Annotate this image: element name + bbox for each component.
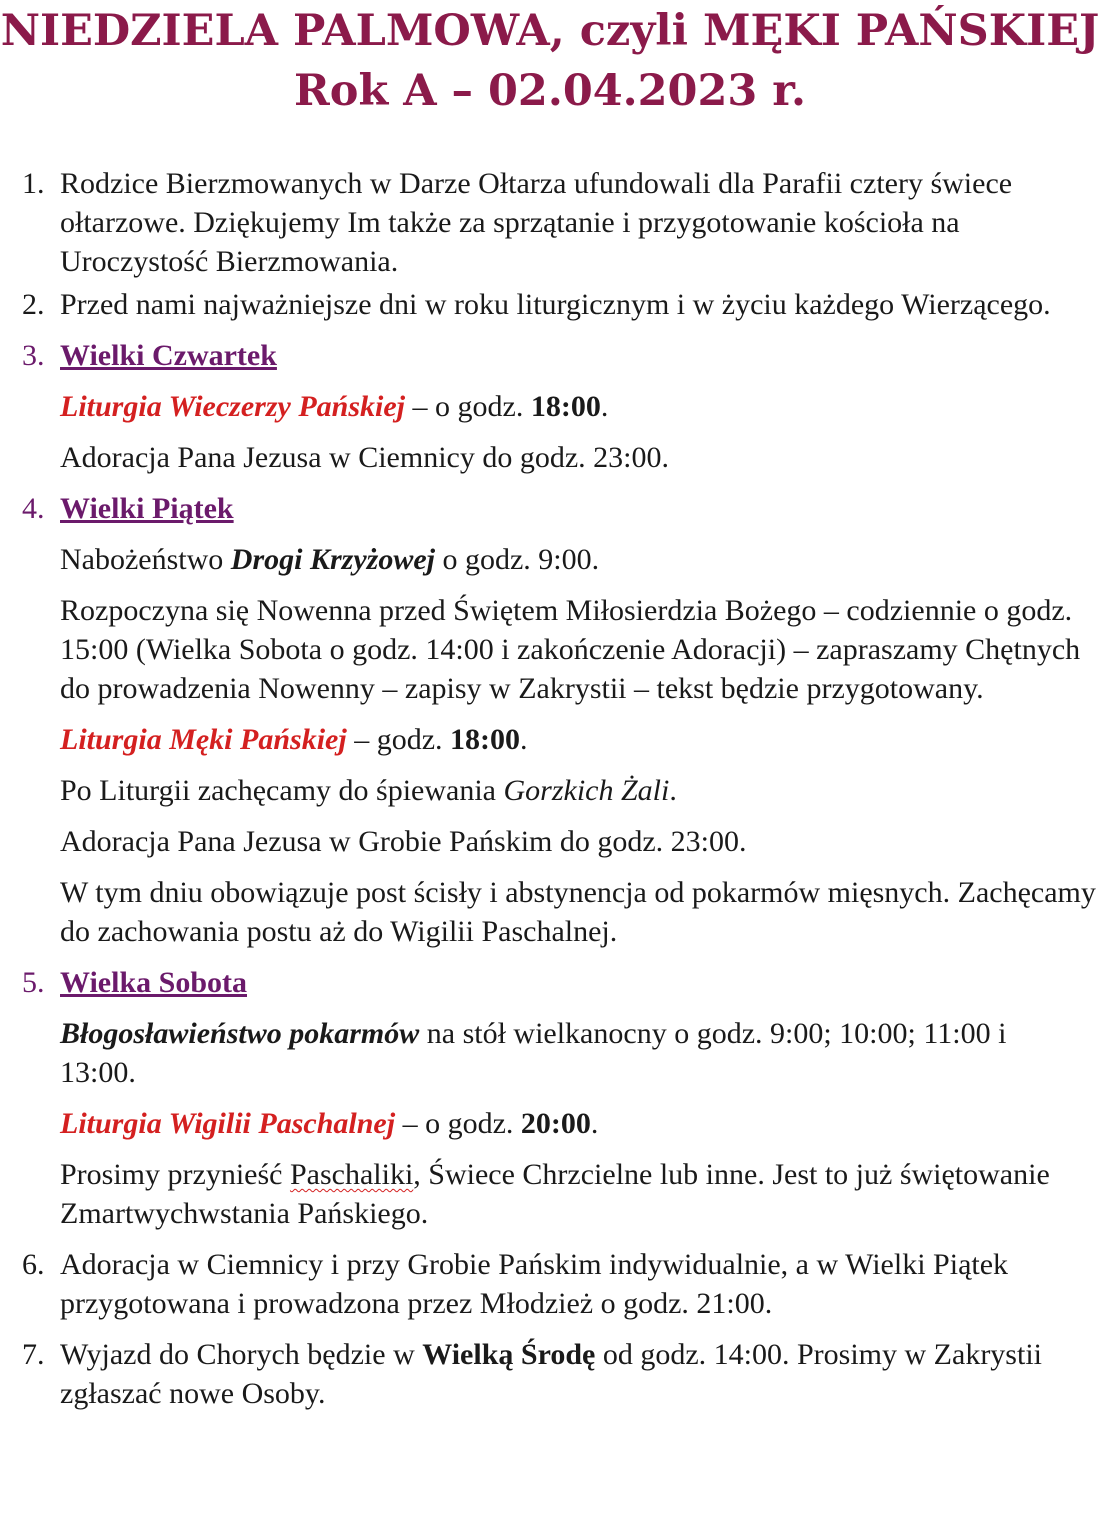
spellcheck-word: Paschaliki	[289, 1158, 414, 1191]
list-item	[0, 285, 1108, 324]
liturgy-name: Liturgia Wieczerzy Pańskiej	[60, 390, 405, 423]
liturgy-end: .	[600, 390, 609, 423]
item-text: Przed nami najważniejsze dni w roku liturgicznym i w życiu każdego Wierzącego.	[60, 288, 1051, 321]
candles-prefix: Prosimy przynieść	[60, 1158, 290, 1191]
item-number: 2.	[22, 288, 45, 321]
after-liturgy-line	[0, 771, 1108, 810]
liturgy-end: .	[520, 723, 528, 756]
candles-suffix: , Świece Chrzcielne lub inne. Jest to już świętowanie Zmartwychwstania Pańskiego.	[60, 1158, 1050, 1230]
way-suffix: o godz. 9:00.	[434, 543, 600, 576]
page-title: NIEDZIELA PALMOWA, czyli MĘKI PAŃSKIEJ	[0, 6, 1100, 56]
item-text: Wyjazd do Chorych będzie w	[60, 1338, 423, 1371]
liturgy-name: Liturgia Męki Pańskiej	[60, 723, 347, 756]
liturgy-prefix: – godz.	[346, 723, 451, 756]
section-heading: Wielki Czwartek	[60, 339, 277, 372]
liturgy-prefix: – o godz.	[395, 1107, 521, 1140]
liturgy-line	[0, 720, 1108, 759]
liturgy-line	[0, 387, 1108, 426]
section-heading: Wielka Sobota	[60, 966, 247, 999]
list-item	[0, 164, 1108, 281]
fast-paragraph: W tym dniu obowiązuje post ścisły i abstynencja od pokarmów mięsnych. Zachęcamy do zachowania postu aż do Wigilii Paschalnej.	[60, 876, 1096, 948]
way-prefix: Nabożeństwo	[60, 543, 231, 576]
item-text: Adoracja w Ciemnicy i przy Grobie Pańskim indywidualnie, a w Wielki Piątek przygotowana i prowadzona przez Młodzież o godz. 21:00.	[60, 1248, 1009, 1320]
item-bold: Wielką Środę	[422, 1338, 596, 1371]
list-item	[0, 336, 1108, 375]
blessing-suffix: na stół wielkanocny o godz. 9:00; 10:00; 11:00 i 13:00.	[60, 1017, 1007, 1089]
page-subtitle: Rok A – 02.04.2023 r.	[294, 66, 806, 116]
item-number: 5.	[22, 966, 45, 999]
list-item	[0, 1245, 1108, 1323]
after-title: Gorzkich Żali	[503, 774, 670, 807]
liturgy-time: 18:00	[450, 723, 521, 756]
liturgy-time: 20:00	[520, 1107, 591, 1140]
way-name: Drogi Krzyżowej	[230, 543, 435, 576]
way-of-cross-line	[0, 540, 1108, 579]
item-number: 3.	[22, 339, 45, 372]
liturgy-end: .	[590, 1107, 599, 1140]
list-item	[0, 963, 1108, 1002]
section-heading: Wielki Piątek	[60, 492, 234, 525]
item-number: 1.	[22, 167, 45, 200]
adoration-line: Adoracja Pana Jezusa w Ciemnicy do godz. 23:00.	[60, 441, 670, 474]
novena-paragraph: Rozpoczyna się Nowenna przed Świętem Miłosierdzia Bożego – codziennie o godz. 15:00 (Wielka Sobota o godz. 14:00 i zakończenie Adoracji) – zapraszamy Chętnych do prowadzenia Nowenny – zapisy w Zakrystii – tekst będzie przygotowany.	[60, 594, 1081, 705]
after-suffix: .	[669, 774, 677, 807]
item-text-end: od godz. 14:00. Prosimy w Zakrystii zgłaszać nowe Osoby.	[60, 1338, 1042, 1410]
adoration-line: Adoracja Pana Jezusa w Grobie Pańskim do godz. 23:00.	[60, 825, 747, 858]
item-number: 4.	[22, 492, 45, 525]
list-item	[0, 489, 1108, 528]
list-item	[0, 1335, 1108, 1413]
liturgy-prefix: – o godz.	[405, 390, 531, 423]
blessing-name: Błogosławieństwo pokarmów	[60, 1017, 420, 1050]
after-prefix: Po Liturgii zachęcamy do śpiewania	[60, 774, 504, 807]
candles-paragraph	[0, 1155, 1108, 1233]
item-number: 6.	[22, 1248, 45, 1281]
liturgy-name: Liturgia Wigilii Paschalnej	[60, 1107, 396, 1140]
item-text: Rodzice Bierzmowanych w Darze Ołtarza ufundowali dla Parafii cztery świece ołtarzowe. Dziękujemy Im także za sprzątanie i przygotowanie kościoła na Uroczystość Bierzmowania.	[60, 167, 1013, 278]
liturgy-time: 18:00	[530, 390, 601, 423]
liturgy-line	[0, 1104, 1108, 1143]
announcements-list	[0, 164, 1108, 1413]
item-number: 7.	[22, 1338, 45, 1371]
blessing-line	[0, 1014, 1108, 1092]
